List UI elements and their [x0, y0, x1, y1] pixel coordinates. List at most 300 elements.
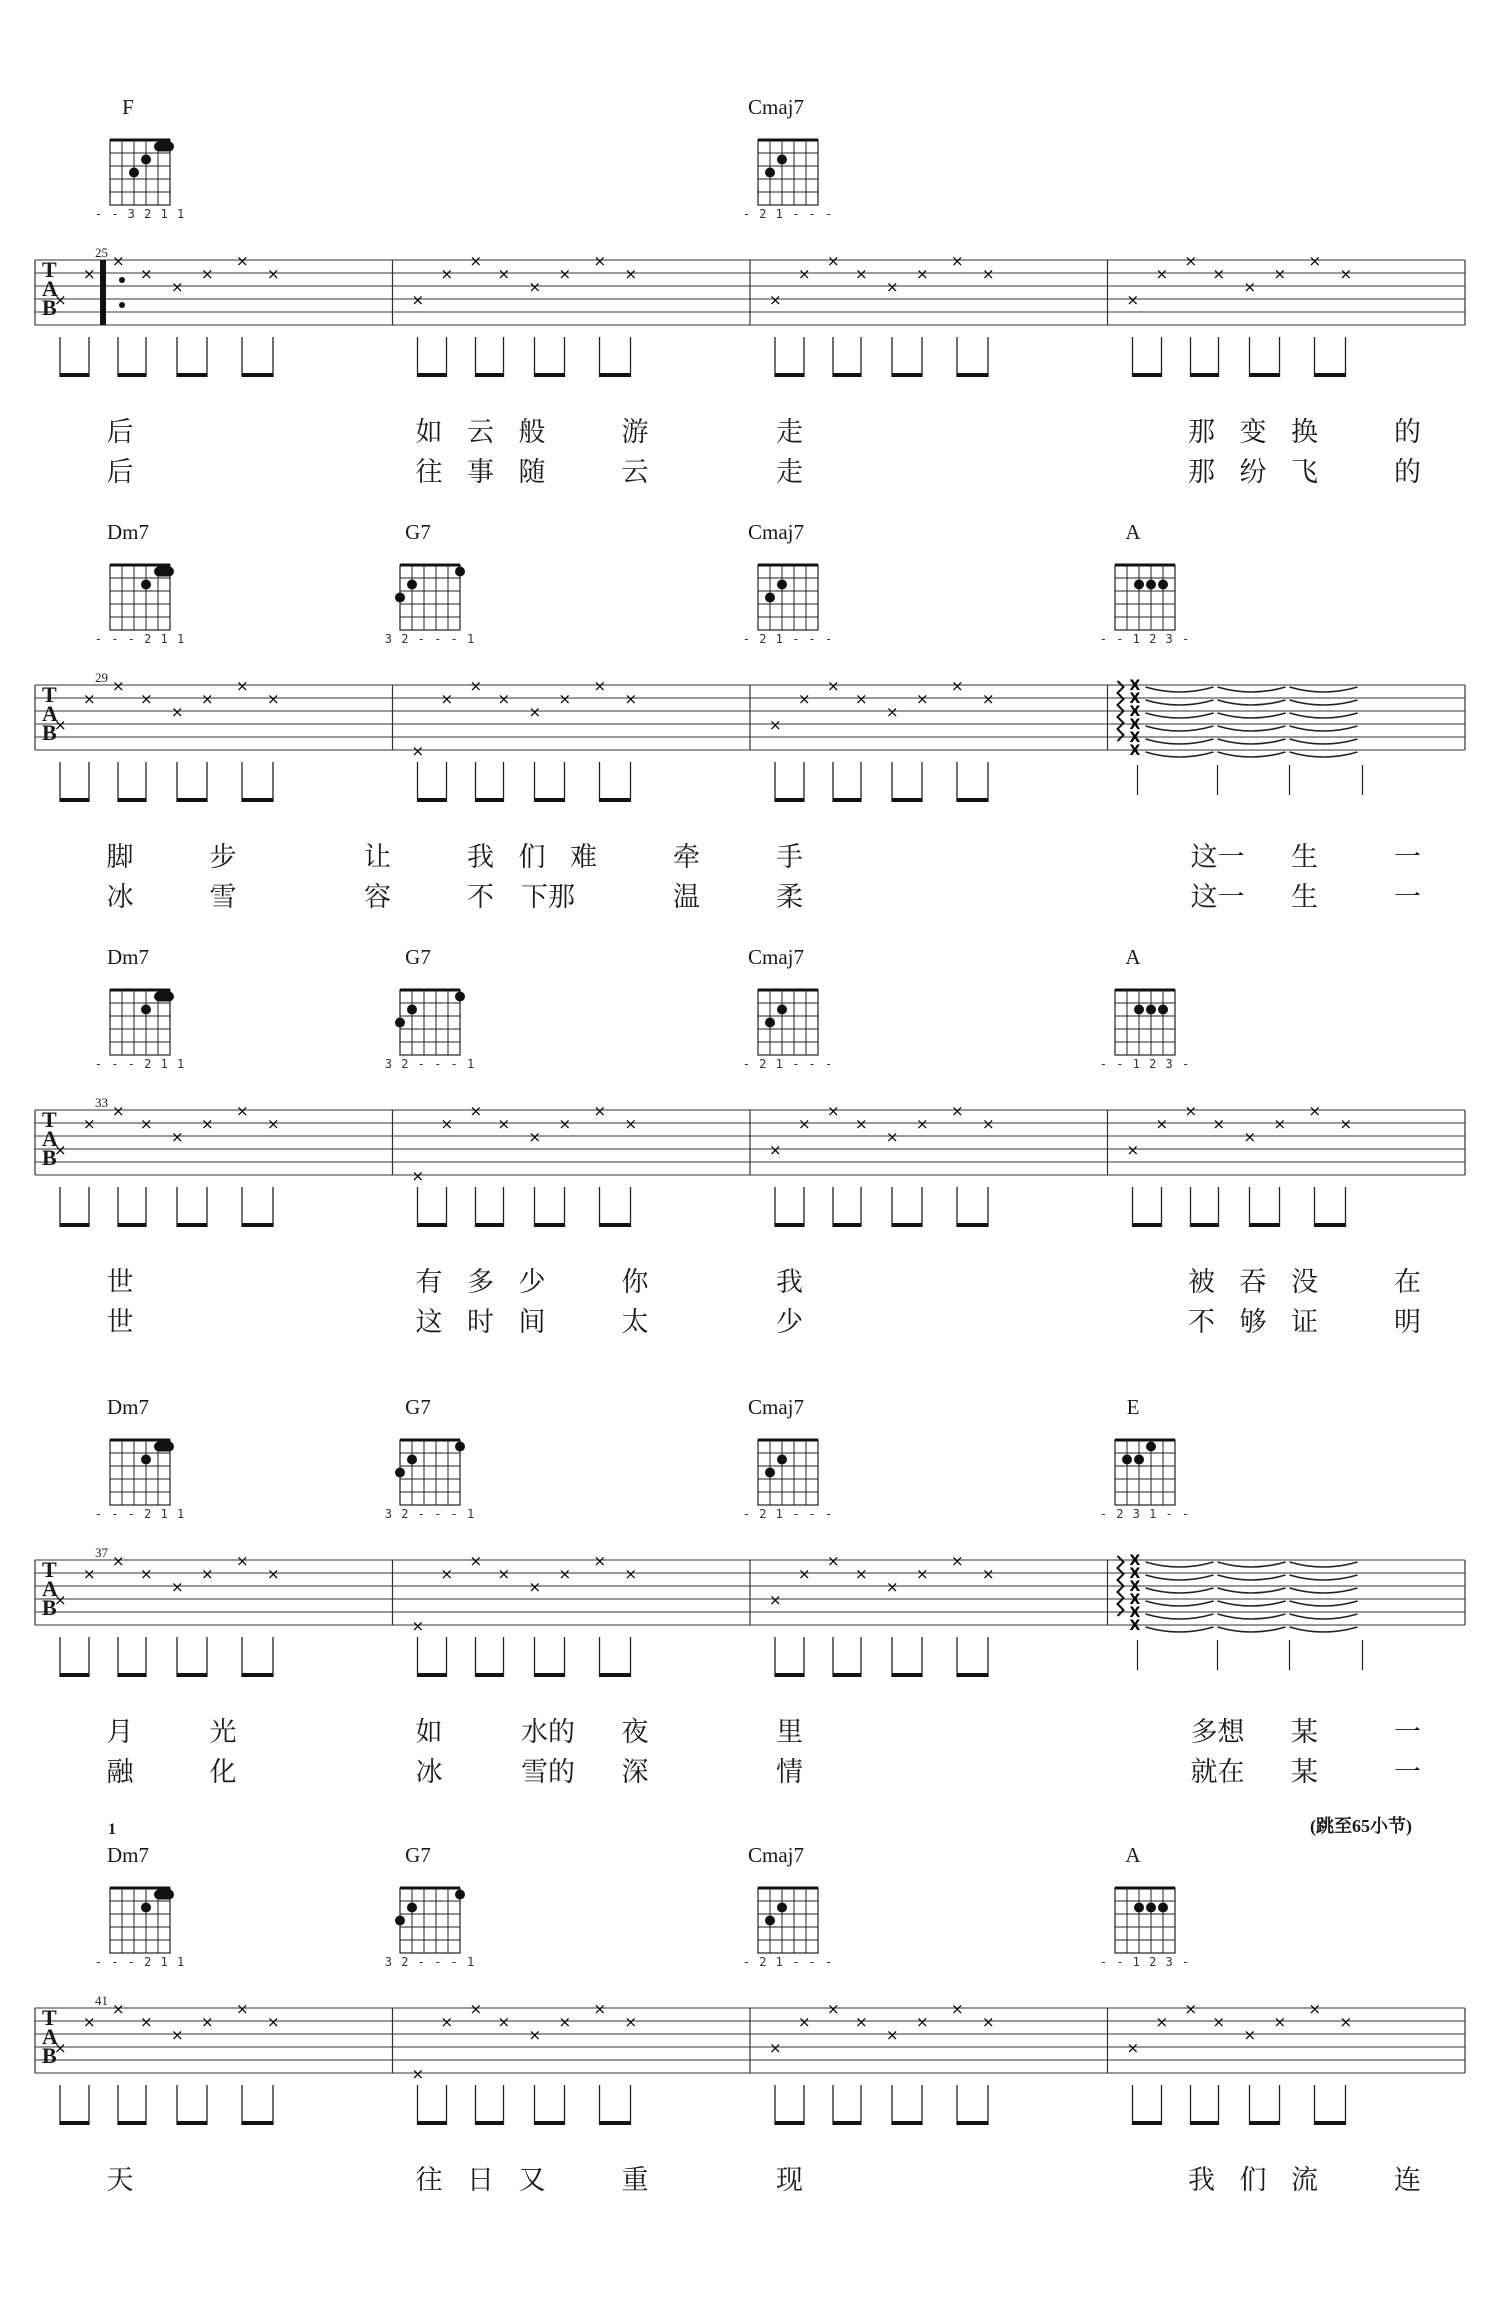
- lyric-word: 融: [106, 1757, 134, 1788]
- lyric-word: 少: [518, 1267, 546, 1298]
- lyric-word: 脚: [106, 842, 134, 873]
- chord-name: A: [1125, 520, 1141, 544]
- svg-text:×: ×: [1339, 1115, 1353, 1133]
- lyric-word: 深: [621, 1757, 649, 1788]
- svg-text:×: ×: [411, 1167, 425, 1185]
- svg-text:×: ×: [1212, 2013, 1226, 2031]
- chord-diagram: [110, 1888, 174, 1953]
- svg-text:×: ×: [624, 1115, 638, 1133]
- chord-fingering: 3 2 - - - 1: [384, 1507, 476, 1521]
- lyric-word: 又: [518, 2165, 546, 2196]
- lyric-word: 走: [776, 457, 803, 488]
- svg-text:×: ×: [558, 1115, 572, 1133]
- svg-text:×: ×: [112, 1552, 125, 1570]
- lyric-word: 流: [1291, 2165, 1318, 2196]
- svg-text:×: ×: [951, 252, 964, 270]
- svg-text:×: ×: [83, 690, 96, 708]
- lyric-word: 某: [1291, 1717, 1318, 1748]
- lyric-word: 变: [1239, 417, 1267, 448]
- svg-text:×: ×: [411, 1617, 425, 1635]
- measure-notes: [54, 2000, 280, 2125]
- measure-notes: [769, 1552, 995, 1677]
- measure-notes: [1127, 2000, 1353, 2125]
- svg-text:×: ×: [267, 1115, 280, 1133]
- svg-text:×: ×: [1243, 278, 1257, 296]
- chord-diagram: [110, 565, 174, 630]
- lyric-word: 我: [776, 1267, 803, 1298]
- svg-text:×: ×: [982, 690, 995, 708]
- measure-notes: [54, 677, 280, 802]
- svg-text:×: ×: [83, 265, 96, 283]
- chord-fingering: - 2 1 - - -: [742, 1955, 834, 1969]
- svg-text:×: ×: [916, 265, 929, 283]
- svg-text:×: ×: [497, 1565, 511, 1583]
- measure-notes: [1127, 1102, 1353, 1227]
- measure-notes: [54, 1102, 280, 1227]
- chord-diagram: [1115, 565, 1175, 630]
- measure-notes: [769, 252, 995, 377]
- lyric-word: 被: [1188, 1267, 1215, 1298]
- svg-text:×: ×: [886, 1128, 899, 1146]
- lyric-word: 不: [1188, 1307, 1215, 1338]
- lyric-word: 那: [1188, 457, 1215, 488]
- svg-text:X: X: [1129, 704, 1141, 720]
- lyric-word: 后: [106, 417, 134, 448]
- chord-name: Cmaj7: [748, 95, 804, 119]
- svg-text:×: ×: [83, 2013, 96, 2031]
- chord-name: E: [1126, 1395, 1140, 1419]
- lyric-word: 水的: [521, 1717, 575, 1748]
- svg-text:×: ×: [951, 2000, 964, 2018]
- lyric-word: 一: [1394, 1717, 1421, 1748]
- lyric-word: 这一: [1190, 882, 1245, 913]
- svg-text:×: ×: [855, 2013, 868, 2031]
- svg-text:×: ×: [469, 2000, 483, 2018]
- lyric-word: 的: [1394, 417, 1421, 448]
- chord-diagram: [1115, 990, 1175, 1055]
- svg-text:×: ×: [624, 690, 638, 708]
- lyric-word: 走: [776, 417, 803, 448]
- lyric-word: 般: [518, 417, 546, 448]
- svg-text:×: ×: [54, 716, 67, 734]
- svg-text:×: ×: [267, 1565, 280, 1583]
- svg-text:×: ×: [916, 1565, 929, 1583]
- lyric-word: 某: [1291, 1757, 1318, 1788]
- lyric-word: 往: [415, 2165, 443, 2196]
- svg-text:×: ×: [140, 690, 153, 708]
- measure-notes: [769, 1102, 995, 1227]
- svg-text:×: ×: [54, 2039, 67, 2057]
- svg-text:×: ×: [1126, 2039, 1140, 2057]
- svg-text:×: ×: [593, 2000, 607, 2018]
- svg-text:×: ×: [497, 690, 511, 708]
- lyric-word: 生: [1291, 842, 1318, 873]
- lyric-word: 我: [1188, 2165, 1215, 2196]
- lyric-word: 云: [467, 417, 494, 448]
- lyric-word: 没: [1291, 1267, 1318, 1298]
- svg-text:×: ×: [1155, 2013, 1169, 2031]
- svg-text:×: ×: [624, 1565, 638, 1583]
- svg-text:X: X: [1129, 691, 1141, 707]
- measure-notes: [54, 252, 280, 377]
- lyric-word: 明: [1394, 1307, 1421, 1338]
- lyric-word: 冰: [106, 882, 134, 913]
- chord-fingering: - - - 2 1 1: [94, 632, 186, 646]
- chord-diagram: [395, 1440, 465, 1505]
- svg-text:×: ×: [1243, 2026, 1257, 2044]
- lyric-word: 往: [415, 457, 443, 488]
- bar-number: 25: [95, 245, 108, 260]
- chord-name: A: [1125, 1843, 1141, 1867]
- tab-system: [0, 95, 1500, 555]
- svg-text:×: ×: [140, 1565, 153, 1583]
- svg-text:×: ×: [112, 2000, 125, 2018]
- svg-text:X: X: [1129, 730, 1141, 746]
- svg-text:×: ×: [916, 2013, 929, 2031]
- svg-text:×: ×: [886, 703, 899, 721]
- svg-text:×: ×: [528, 703, 542, 721]
- svg-text:×: ×: [558, 690, 572, 708]
- lyric-word: 重: [621, 2165, 649, 2196]
- chord-diagram: [110, 140, 174, 205]
- chord-fingering: - - - 2 1 1: [94, 1507, 186, 1521]
- tab-clef-letter: T: [42, 682, 57, 707]
- tab-clef-letter: A: [42, 276, 58, 301]
- svg-text:X: X: [1129, 743, 1141, 759]
- svg-text:×: ×: [798, 690, 811, 708]
- svg-text:×: ×: [440, 2013, 454, 2031]
- svg-text:×: ×: [855, 1565, 868, 1583]
- bar-number: 29: [95, 670, 108, 685]
- chord-fingering: - 2 3 1 - -: [1099, 1507, 1191, 1521]
- svg-text:×: ×: [558, 2013, 572, 2031]
- svg-text:×: ×: [982, 2013, 995, 2031]
- svg-text:×: ×: [982, 1115, 995, 1133]
- chord-fingering: - - 1 2 3 -: [1099, 1955, 1191, 1969]
- tab-clef-letter: T: [42, 1557, 57, 1582]
- lyric-word: 够: [1239, 1307, 1267, 1338]
- lyric-word: 容: [364, 882, 391, 913]
- tab-clef-letter: A: [42, 2024, 58, 2049]
- svg-text:×: ×: [171, 1578, 184, 1596]
- lyric-word: 你: [621, 1267, 649, 1298]
- svg-text:×: ×: [528, 278, 542, 296]
- lyric-word: 难: [570, 842, 597, 873]
- chord-diagram: [1115, 1440, 1175, 1505]
- svg-text:×: ×: [201, 690, 214, 708]
- measure-notes: [412, 2000, 638, 2125]
- svg-text:×: ×: [886, 2026, 899, 2044]
- lyric-word: 证: [1291, 1307, 1318, 1338]
- svg-text:×: ×: [769, 2039, 782, 2057]
- tab-system: [0, 945, 1500, 1405]
- lyric-word: 在: [1394, 1267, 1421, 1298]
- lyric-word: 一: [1394, 882, 1421, 913]
- svg-text:×: ×: [469, 1102, 483, 1120]
- svg-text:×: ×: [593, 252, 607, 270]
- svg-text:×: ×: [1184, 1102, 1198, 1120]
- svg-text:×: ×: [54, 1141, 67, 1159]
- lyric-word: 柔: [776, 882, 803, 913]
- lyric-word: 夜: [621, 1717, 649, 1748]
- bar-number: 37: [95, 1545, 108, 1560]
- svg-text:X: X: [1129, 1605, 1141, 1621]
- chord-diagram: [110, 990, 174, 1055]
- svg-text:×: ×: [112, 677, 125, 695]
- chord-diagram: [758, 565, 818, 630]
- svg-text:×: ×: [1155, 1115, 1169, 1133]
- tab-clef-letter: T: [42, 2005, 57, 2030]
- lyric-word: 天: [106, 2165, 134, 2196]
- chord-fingering: - - - 2 1 1: [94, 1057, 186, 1071]
- lyric-word: 下那: [521, 882, 575, 913]
- svg-text:×: ×: [558, 265, 572, 283]
- chord-name: Cmaj7: [748, 520, 804, 544]
- svg-text:×: ×: [624, 2013, 638, 2031]
- chord-name: Dm7: [107, 520, 149, 544]
- svg-text:×: ×: [1184, 252, 1198, 270]
- lyric-word: 化: [209, 1757, 237, 1788]
- chord-fingering: - - 1 2 3 -: [1099, 1057, 1191, 1071]
- tab-clef-letter: T: [42, 1107, 57, 1132]
- svg-text:X: X: [1129, 1579, 1141, 1595]
- svg-text:×: ×: [201, 265, 214, 283]
- chord-fingering: - - 3 2 1 1: [94, 207, 186, 221]
- chord-diagram: [758, 1440, 818, 1505]
- tab-clef-letter: A: [42, 1576, 58, 1601]
- svg-text:×: ×: [236, 252, 249, 270]
- tab-clef-letter: B: [42, 1145, 57, 1170]
- svg-text:×: ×: [1308, 1102, 1322, 1120]
- lyric-word: 情: [776, 1757, 803, 1788]
- svg-text:×: ×: [440, 265, 454, 283]
- bar-number: 33: [95, 1095, 108, 1110]
- svg-text:×: ×: [528, 2026, 542, 2044]
- chord-diagram: [758, 990, 818, 1055]
- tab-system: [0, 1395, 1500, 1855]
- lyric-word: 让: [364, 842, 391, 873]
- lyric-word: 间: [518, 1307, 546, 1338]
- svg-text:×: ×: [798, 265, 811, 283]
- svg-text:×: ×: [83, 1565, 96, 1583]
- svg-text:×: ×: [593, 1102, 607, 1120]
- measure-notes: [769, 2000, 995, 2125]
- svg-text:×: ×: [827, 252, 840, 270]
- svg-text:×: ×: [201, 2013, 214, 2031]
- svg-text:×: ×: [827, 1102, 840, 1120]
- svg-text:×: ×: [236, 1552, 249, 1570]
- svg-text:×: ×: [593, 1552, 607, 1570]
- lyric-word: 就在: [1190, 1757, 1245, 1788]
- svg-text:×: ×: [827, 677, 840, 695]
- measure-notes: [412, 677, 638, 802]
- svg-text:×: ×: [886, 278, 899, 296]
- svg-text:×: ×: [886, 1578, 899, 1596]
- lyric-word: 温: [673, 882, 700, 913]
- chord-diagram: [758, 140, 818, 205]
- svg-text:×: ×: [1212, 1115, 1226, 1133]
- measure-notes: [54, 1552, 280, 1677]
- svg-text:×: ×: [1273, 2013, 1287, 2031]
- lyric-word: 手: [776, 842, 803, 873]
- lyric-word: 时: [467, 1307, 494, 1338]
- svg-text:×: ×: [1155, 265, 1169, 283]
- svg-text:×: ×: [951, 1552, 964, 1570]
- lyric-word: 太: [621, 1307, 649, 1338]
- svg-text:×: ×: [267, 265, 280, 283]
- tab-clef-letter: T: [42, 257, 57, 282]
- svg-text:×: ×: [769, 1141, 782, 1159]
- svg-text:X: X: [1129, 1566, 1141, 1582]
- lyric-word: 少: [776, 1307, 803, 1338]
- svg-text:×: ×: [1243, 1128, 1257, 1146]
- lyric-word: 吞: [1239, 1267, 1267, 1298]
- svg-text:X: X: [1129, 1618, 1141, 1634]
- lyric-word: 世: [106, 1307, 134, 1338]
- chord-fingering: - 2 1 - - -: [742, 632, 834, 646]
- svg-text:×: ×: [916, 1115, 929, 1133]
- svg-text:×: ×: [54, 1591, 67, 1609]
- lyric-word: 飞: [1291, 457, 1318, 488]
- measure-notes: [769, 677, 995, 802]
- svg-text:×: ×: [1308, 252, 1322, 270]
- svg-text:×: ×: [982, 1565, 995, 1583]
- chord-name: F: [122, 95, 134, 119]
- chord-name: Cmaj7: [748, 1843, 804, 1867]
- lyric-word: 们: [1239, 2165, 1267, 2196]
- measure-notes: [412, 252, 638, 377]
- svg-text:×: ×: [798, 1115, 811, 1133]
- lyric-word: 们: [518, 842, 546, 873]
- lyric-word: 我: [467, 842, 494, 873]
- chord-diagram: [395, 990, 465, 1055]
- svg-text:×: ×: [236, 2000, 249, 2018]
- lyric-word: 一: [1394, 842, 1421, 873]
- lyric-word: 多想: [1190, 1717, 1245, 1748]
- chord-name: G7: [405, 945, 431, 969]
- measure-notes: [1127, 252, 1353, 377]
- lyric-word: 纷: [1239, 457, 1267, 488]
- lyric-word: 步: [209, 842, 237, 873]
- svg-text:×: ×: [769, 291, 782, 309]
- tab-clef-letter: B: [42, 720, 57, 745]
- jump-instruction: (跳至65小节): [1310, 1816, 1412, 1836]
- lyric-word: 那: [1188, 417, 1215, 448]
- svg-text:×: ×: [558, 1565, 572, 1583]
- svg-text:×: ×: [440, 1115, 454, 1133]
- tab-clef-letter: A: [42, 1126, 58, 1151]
- svg-text:×: ×: [769, 1591, 782, 1609]
- lyric-word: 如: [415, 417, 443, 448]
- chord-fingering: - 2 1 - - -: [742, 1507, 834, 1521]
- svg-text:×: ×: [497, 1115, 511, 1133]
- lyric-word: 牵: [673, 842, 700, 873]
- svg-text:×: ×: [798, 2013, 811, 2031]
- svg-text:×: ×: [469, 1552, 483, 1570]
- svg-text:×: ×: [171, 1128, 184, 1146]
- lyric-word: 现: [776, 2165, 803, 2196]
- chord-name: Cmaj7: [748, 945, 804, 969]
- chord-fingering: - 2 1 - - -: [742, 207, 834, 221]
- tab-clef-letter: B: [42, 295, 57, 320]
- lyric-word: 随: [518, 457, 546, 488]
- svg-text:×: ×: [497, 2013, 511, 2031]
- chord-diagram: [1115, 1888, 1175, 1953]
- svg-text:×: ×: [440, 1565, 454, 1583]
- svg-text:×: ×: [411, 742, 425, 760]
- svg-text:×: ×: [1126, 1141, 1140, 1159]
- measure-notes: [412, 1552, 638, 1677]
- lyric-word: 日: [467, 2165, 494, 2196]
- svg-text:×: ×: [1184, 2000, 1198, 2018]
- svg-text:×: ×: [855, 690, 868, 708]
- svg-text:×: ×: [267, 2013, 280, 2031]
- lyric-word: 这: [415, 1307, 443, 1338]
- chord-name: Dm7: [107, 1395, 149, 1419]
- lyric-word: 换: [1291, 417, 1318, 448]
- svg-text:X: X: [1129, 678, 1141, 694]
- chord-fingering: - - 1 2 3 -: [1099, 632, 1191, 646]
- svg-text:×: ×: [201, 1565, 214, 1583]
- lyric-word: 生: [1291, 882, 1318, 913]
- svg-text:×: ×: [171, 278, 184, 296]
- svg-text:×: ×: [951, 677, 964, 695]
- chord-name: G7: [405, 520, 431, 544]
- svg-text:×: ×: [528, 1128, 542, 1146]
- svg-text:×: ×: [855, 1115, 868, 1133]
- svg-text:×: ×: [469, 252, 483, 270]
- svg-text:×: ×: [1339, 2013, 1353, 2031]
- svg-text:×: ×: [593, 677, 607, 695]
- svg-text:×: ×: [469, 677, 483, 695]
- svg-text:×: ×: [54, 291, 67, 309]
- volta-bracket-label: 1: [108, 1821, 116, 1838]
- tab-clef-letter: A: [42, 701, 58, 726]
- svg-text:×: ×: [112, 1102, 125, 1120]
- svg-text:×: ×: [83, 1115, 96, 1133]
- svg-text:×: ×: [916, 690, 929, 708]
- lyric-word: 世: [106, 1267, 134, 1298]
- svg-text:×: ×: [1273, 265, 1287, 283]
- svg-text:×: ×: [411, 2065, 425, 2083]
- lyric-word: 一: [1394, 1757, 1421, 1788]
- lyric-word: 不: [467, 882, 494, 913]
- svg-text:×: ×: [267, 690, 280, 708]
- svg-text:×: ×: [236, 677, 249, 695]
- tab-clef-letter: B: [42, 1595, 57, 1620]
- chord-fingering: 3 2 - - - 1: [384, 1057, 476, 1071]
- svg-text:×: ×: [140, 2013, 153, 2031]
- svg-text:×: ×: [1339, 265, 1353, 283]
- svg-text:×: ×: [827, 1552, 840, 1570]
- lyric-word: 后: [106, 457, 134, 488]
- chord-diagram: [110, 1440, 174, 1505]
- lyric-word: 月: [106, 1717, 134, 1748]
- svg-text:×: ×: [171, 703, 184, 721]
- svg-text:×: ×: [497, 265, 511, 283]
- svg-text:×: ×: [1126, 291, 1140, 309]
- svg-text:×: ×: [171, 2026, 184, 2044]
- svg-text:×: ×: [140, 265, 153, 283]
- chord-fingering: 3 2 - - - 1: [384, 632, 476, 646]
- chord-diagram: [395, 1888, 465, 1953]
- svg-text:×: ×: [528, 1578, 542, 1596]
- chord-name: G7: [405, 1395, 431, 1419]
- lyric-word: 云: [621, 457, 649, 488]
- lyric-word: 里: [776, 1717, 803, 1748]
- svg-text:×: ×: [855, 265, 868, 283]
- svg-text:×: ×: [827, 2000, 840, 2018]
